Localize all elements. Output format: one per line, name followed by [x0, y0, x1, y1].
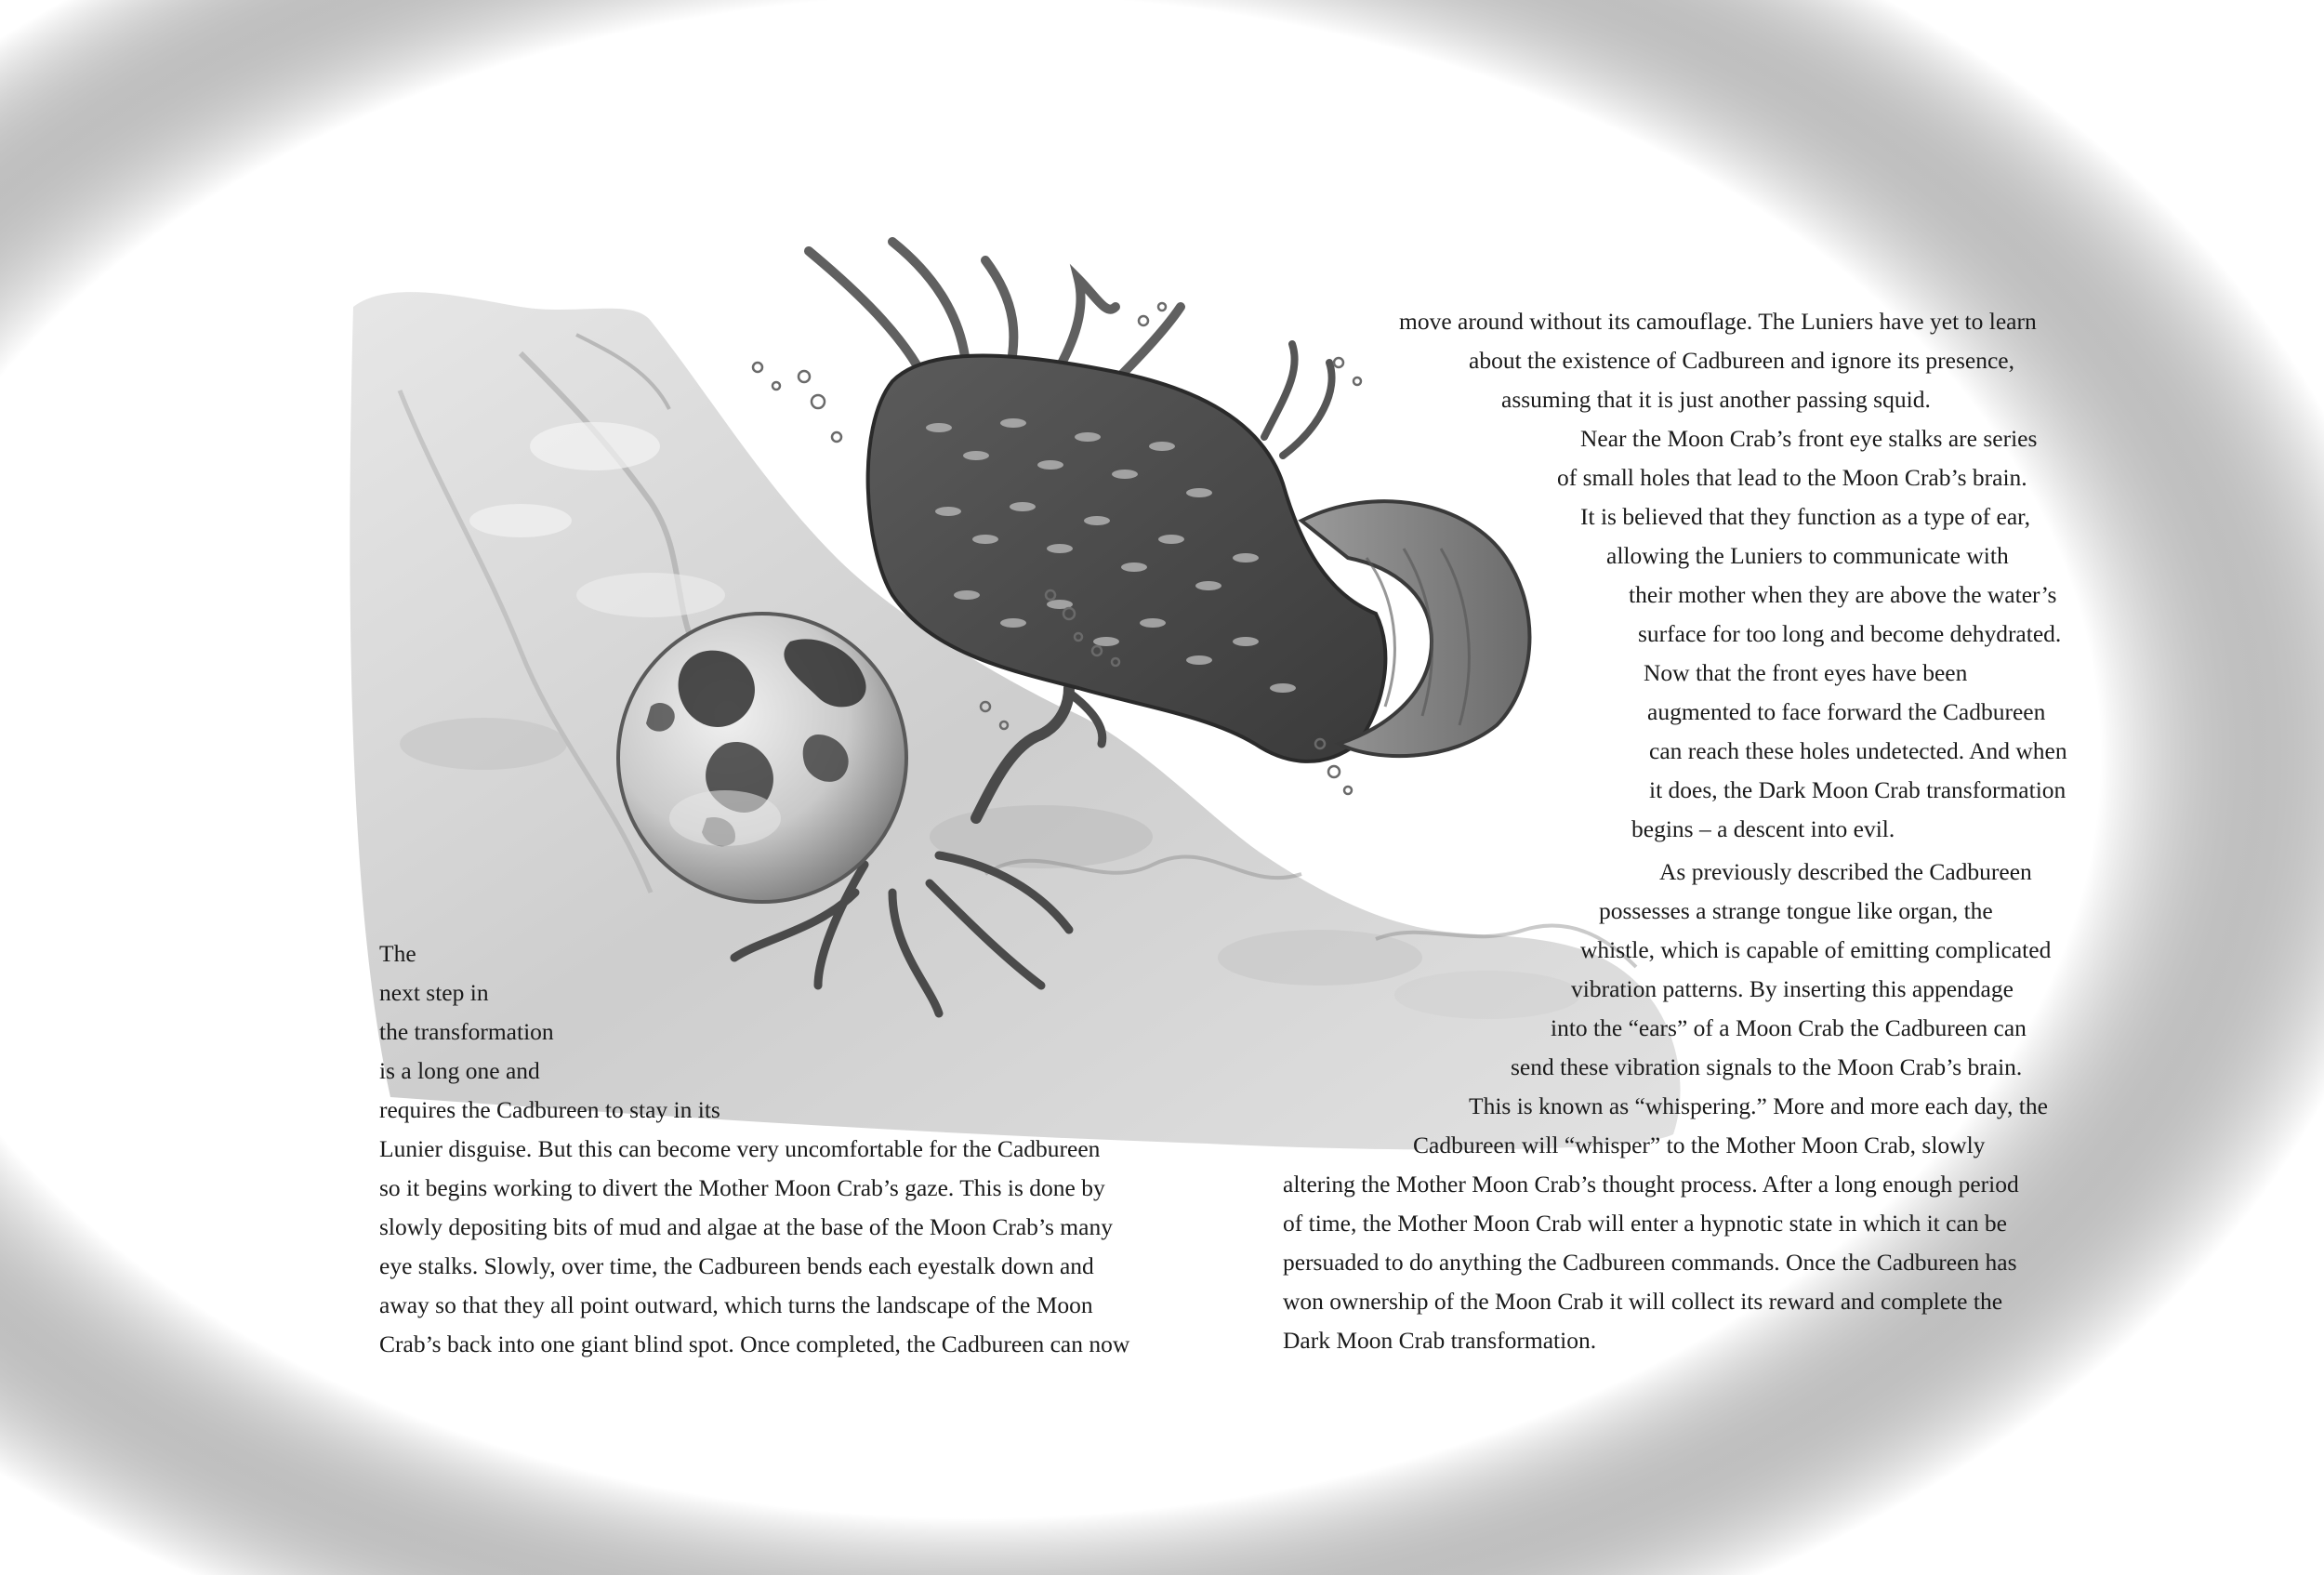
- left-line: The: [379, 940, 416, 967]
- right-line: into the “ears” of a Moon Crab the Cadbureen can: [1551, 1014, 2027, 1041]
- right-line: Now that the front eyes have been: [1644, 659, 1968, 686]
- right-line: possesses a strange tongue like organ, the: [1599, 897, 1993, 924]
- right-line: Near the Moon Crab’s front eye stalks are series: [1580, 425, 2038, 452]
- right-line: won ownership of the Moon Crab it will collect its reward and complete the: [1283, 1288, 2003, 1315]
- right-line: augmented to face forward the Cadbureen: [1647, 698, 2046, 725]
- left-line: requires the Cadbureen to stay in its: [379, 1096, 720, 1123]
- right-line: send these vibration signals to the Moon Crab’s brain.: [1511, 1053, 2023, 1080]
- left-line: eye stalks. Slowly, over time, the Cadbureen bends each eyestalk down and: [379, 1252, 1094, 1279]
- right-line: altering the Mother Moon Crab’s thought process. After a long enough period: [1283, 1171, 2019, 1198]
- left-line: the transformation: [379, 1018, 554, 1045]
- right-line: This is known as “whispering.” More and more each day, the: [1469, 1092, 2048, 1119]
- right-line: about the existence of Cadbureen and ignore its presence,: [1469, 347, 2014, 374]
- left-line: next step in: [379, 979, 489, 1006]
- right-line: Cadbureen will “whisper” to the Mother Moon Crab, slowly: [1413, 1132, 1986, 1158]
- left-line: slowly depositing bits of mud and algae at the base of the Moon Crab’s many: [379, 1213, 1113, 1240]
- right-line: their mother when they are above the water’s: [1629, 581, 2057, 608]
- right-line: assuming that it is just another passing squid.: [1501, 386, 1931, 413]
- left-line: is a long one and: [379, 1057, 540, 1084]
- right-line: it does, the Dark Moon Crab transformation: [1649, 776, 2067, 803]
- left-line: so it begins working to divert the Mother Moon Crab’s gaze. This is done by: [379, 1174, 1105, 1201]
- right-line: Dark Moon Crab transformation.: [1283, 1327, 1597, 1354]
- left-line: Lunier disguise. But this can become very uncomfortable for the Cadbureen: [379, 1135, 1101, 1162]
- right-line: persuaded to do anything the Cadbureen commands. Once the Cadbureen has: [1283, 1249, 2017, 1276]
- left-line: Crab’s back into one giant blind spot. Once completed, the Cadbureen can now: [379, 1330, 1130, 1357]
- right-line: whistle, which is capable of emitting complicated: [1580, 936, 2052, 963]
- right-line: allowing the Luniers to communicate with: [1606, 542, 2009, 569]
- right-line: begins – a descent into evil.: [1631, 815, 1895, 842]
- right-line: It is believed that they function as a type of ear,: [1580, 503, 2031, 530]
- right-line: of small holes that lead to the Moon Crab’s brain.: [1557, 464, 2027, 491]
- right-line: move around without its camouflage. The Luniers have yet to learn: [1399, 308, 2037, 335]
- right-line: surface for too long and become dehydrated.: [1638, 620, 2062, 647]
- left-line: away so that they all point outward, which turns the landscape of the Moon: [379, 1291, 1093, 1318]
- right-line: vibration patterns. By inserting this appendage: [1571, 975, 2014, 1002]
- right-line: of time, the Mother Moon Crab will enter a hypnotic state in which it can be: [1283, 1210, 2007, 1237]
- right-line: As previously described the Cadbureen: [1659, 858, 2032, 885]
- right-line: can reach these holes undetected. And when: [1649, 737, 2067, 764]
